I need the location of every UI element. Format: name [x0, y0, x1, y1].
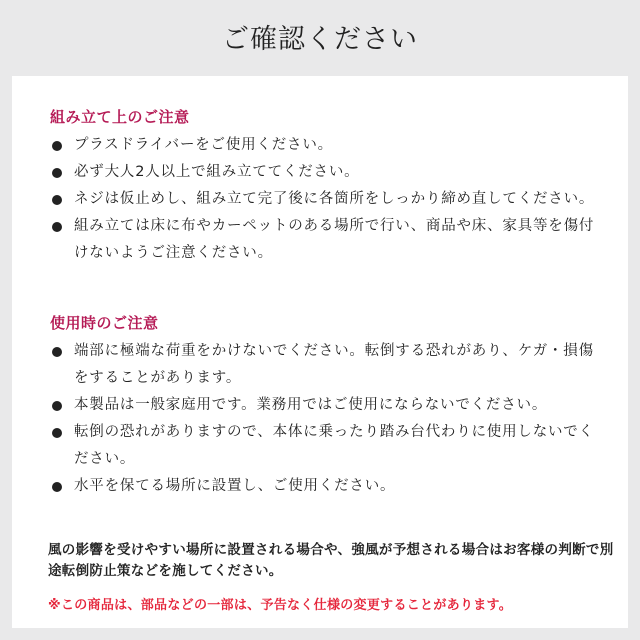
- list-item: [48, 392, 604, 419]
- wind-notice: 風の影響を受けやすい場所に設置される場合や、強風が予想される場合はお客様の判断で別途転倒防止策などを施してください。: [48, 542, 614, 579]
- spec-change-footnote: ※この商品は、部品などの一部は、予告なく仕様の変更することがあります。: [48, 598, 513, 613]
- list-item-text: 組み立ては床に布やカーペットのある場所で行い、商品や床、家具等を傷付けないようご注意ください。: [74, 218, 595, 261]
- bullet-icon: [52, 141, 62, 151]
- page-title: ご確認ください: [222, 23, 418, 55]
- list-item: [48, 186, 604, 213]
- bullet-icon: [52, 482, 62, 492]
- list-item-text: 本製品は一般家庭用です。業務用ではご使用にならないでください。: [74, 397, 548, 413]
- list-item-text: 水平を保てる場所に設置し、ご使用ください。: [74, 478, 396, 494]
- bullet-icon: [52, 428, 62, 438]
- assembly-section-title: 組み立て上のご注意: [50, 108, 190, 126]
- list-item: [48, 213, 604, 267]
- list-item-text: 端部に極端な荷重をかけないでください。転倒する恐れがあり、ケガ・損傷をすることがあります。: [74, 343, 594, 386]
- list-item: [48, 338, 604, 392]
- content-panel: [12, 76, 628, 628]
- list-item: [48, 159, 604, 186]
- list-item-text: プラスドライバーをご使用ください。: [74, 137, 333, 153]
- usage-section-title: 使用時のご注意: [50, 314, 159, 332]
- list-item: [48, 473, 604, 500]
- bullet-icon: [52, 195, 62, 205]
- list-item-text: 必ず大人2人以上で組み立ててください。: [74, 164, 360, 180]
- list-item-text: ネジは仮止めし、組み立て完了後に各箇所をしっかり締め直してください。: [74, 191, 595, 207]
- list-item-text: 転倒の恐れがありますので、本体に乗ったり踏み台代わりに使用しないでください。: [74, 424, 594, 467]
- usage-list: [48, 338, 604, 500]
- bullet-icon: [52, 168, 62, 178]
- list-item: [48, 419, 604, 473]
- bullet-icon: [52, 222, 62, 232]
- bullet-icon: [52, 401, 62, 411]
- assembly-list: [48, 132, 604, 267]
- list-item: [48, 132, 604, 159]
- header-bar: [0, 0, 640, 76]
- bullet-icon: [52, 347, 62, 357]
